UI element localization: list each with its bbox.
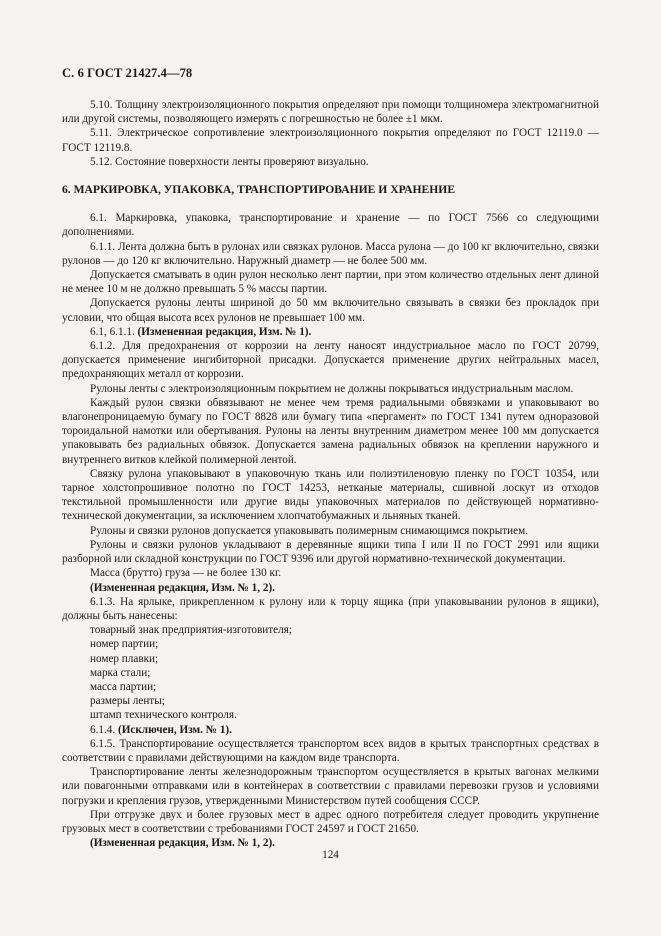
list-item: штамп технического контроля. xyxy=(90,709,237,722)
label-contents-list xyxy=(62,623,599,722)
page-header: С. 6 ГОСТ 21427.4—78 xyxy=(62,66,193,80)
paragraph-6-1: 6.1. Маркировка, упаковка, транспортирование и хранение — по ГОСТ 7566 со следующими дополнениями. xyxy=(62,212,599,239)
paragraph-amendment-1 xyxy=(62,325,599,339)
paragraph-6-1-4 xyxy=(62,723,599,737)
amendment-note: (Измененная редакция, Изм. № 1, 2). xyxy=(90,581,275,594)
page-number: 124 xyxy=(322,849,339,861)
list-item: номер плавки; xyxy=(90,652,159,665)
paragraph-6-1-3: 6.1.3. На ярлыке, прикрепленном к рулону или к торцу ящика (при упаковывании рулонов в ящики), должны быть нанесены: xyxy=(62,595,599,622)
clause-ref: 6.1.4. xyxy=(90,723,118,736)
list-item: номер партии; xyxy=(90,638,159,651)
paragraph-winding: Допускается сматывать в один рулон несколько лент партии, при этом количество отдельных лент длиной не менее 10 м не должно превышать 5 % массы партии. xyxy=(62,269,599,296)
section-title: 6. МАРКИРОВКА, УПАКОВКА, ТРАНСПОРТИРОВАНИЕ И ХРАНЕНИЕ xyxy=(62,183,456,197)
paragraph-oil-exclusion: Рулоны ленты с электроизоляционным покрытием не должны покрываться индустриальным маслом. xyxy=(90,382,574,395)
document-body xyxy=(62,98,599,850)
paragraph-6-1-1: 6.1.1. Лента должна быть в рулонах или связках рулонов. Масса рулона — до 100 кг включительно, связки рулонов — до 120 кг включительно. Наружный диаметр — не более 500 мм. xyxy=(62,240,599,267)
amendment-note: (Измененная редакция, Изм. № 1). xyxy=(137,325,312,338)
list-item: товарный знак предприятия-изготовителя; xyxy=(90,624,292,637)
paragraph-5-11: 5.11. Электрическое сопротивление электроизоляционного покрытия определяют по ГОСТ 12119.0 — ГОСТ 12119.8. xyxy=(62,127,599,154)
list-item: размеры ленты; xyxy=(90,695,165,708)
paragraph-gross-mass: Масса (брутто) груза — не более 130 кг. xyxy=(90,567,282,580)
paragraph-5-12: 5.12. Состояние поверхности ленты проверяют визуально. xyxy=(90,155,369,168)
paragraph-5-10: 5.10. Толщину электроизоляционного покрытия определяют при помощи толщиномера электромагнитной или другой системы, позволяющего измерять с погрешностью не более ±1 мкм. xyxy=(62,99,599,126)
paragraph-rail-transport: Транспортирование ленты железнодорожным транспортом осуществляется в крытых вагонах мелкими или повагонными отправками или в контейнерах в соответствии с правилами перевозки грузов и условиями погрузки и крепления грузов, утвержденными Министерством путей сообщения СССР. xyxy=(62,766,599,807)
paragraph-consolidation: При отгрузке двух и более грузовых мест в адрес одного потребителя следует проводить укрупнение грузовых мест в соответствии с требованиями ГОСТ 24597 и ГОСТ 21650. xyxy=(62,808,599,835)
paragraph-wooden-boxes: Рулоны и связки рулонов укладывают в деревянные ящики типа I или II по ГОСТ 2991 или ящики разборной или складной конструкции по ГОСТ 9396 или другой нормативно-технической документации. xyxy=(62,538,599,566)
paragraph-bundles: Допускается рулоны ленты шириной до 50 мм включительно связывать в связки без прокладок при условии, что общая высота всех рулонов не превышает 100 мм. xyxy=(62,297,599,324)
list-item: масса партии; xyxy=(90,680,157,693)
paragraph-wrapping: Каждый рулон связки обвязывают не менее чем тремя радиальными обвязками и упаковывают во влагонепроницаемую бумагу по ГОСТ 8828 или бумагу типа «пергамент» по ГОСТ 1341 путем одноразовой тороидальной намотки или обертывания. Рулоны на ленты внутренним диаметром менее 100 мм допускается упаковывать без радиальных обвязок. Допускается замена радиальных обвязок на креплении наружного и внутреннего витков клейкой полимерной лентой. xyxy=(62,396,599,466)
exclusion-note: (Исключен, Изм. № 1). xyxy=(117,723,232,736)
amendment-ref: 6.1, 6.1.1. xyxy=(90,325,138,338)
paragraph-6-1-5: 6.1.5. Транспортирование осуществляется транспортом всех видов в крытых транспортных средствах в соответствии с правилами действующими на каждом виде транспорта. xyxy=(62,737,599,764)
amendment-note: (Измененная редакция, Изм. № 1, 2). xyxy=(90,837,275,850)
paragraph-6-1-2: 6.1.2. Для предохранения от коррозии на ленту наносят индустриальное масло по ГОСТ 20799, допускается применение ингибиторной присадки. Допускается применение других нейтральных масел, предохраняющих металл от коррозии. xyxy=(62,340,599,381)
paragraph-amendment-2 xyxy=(62,581,599,595)
list-item: марка стали; xyxy=(90,666,151,679)
paragraph-polymer-coating: Рулоны и связки рулонов допускается упаковывать полимерным снимающимся покрытием. xyxy=(90,524,528,537)
paragraph-packing-material: Связку рулона упаковывают в упаковочную ткань или полиэтиленовую пленку по ГОСТ 10354, или тарное холстопрошивное полотно по ГОСТ 14253, нетканые материалы, сшивной лоскут из отходов текстильной промышленности или другие виды упаковочных материалов по действующей нормативно-технической документации, за исключением хлопчатобумажных и льняных тканей. xyxy=(62,467,599,523)
